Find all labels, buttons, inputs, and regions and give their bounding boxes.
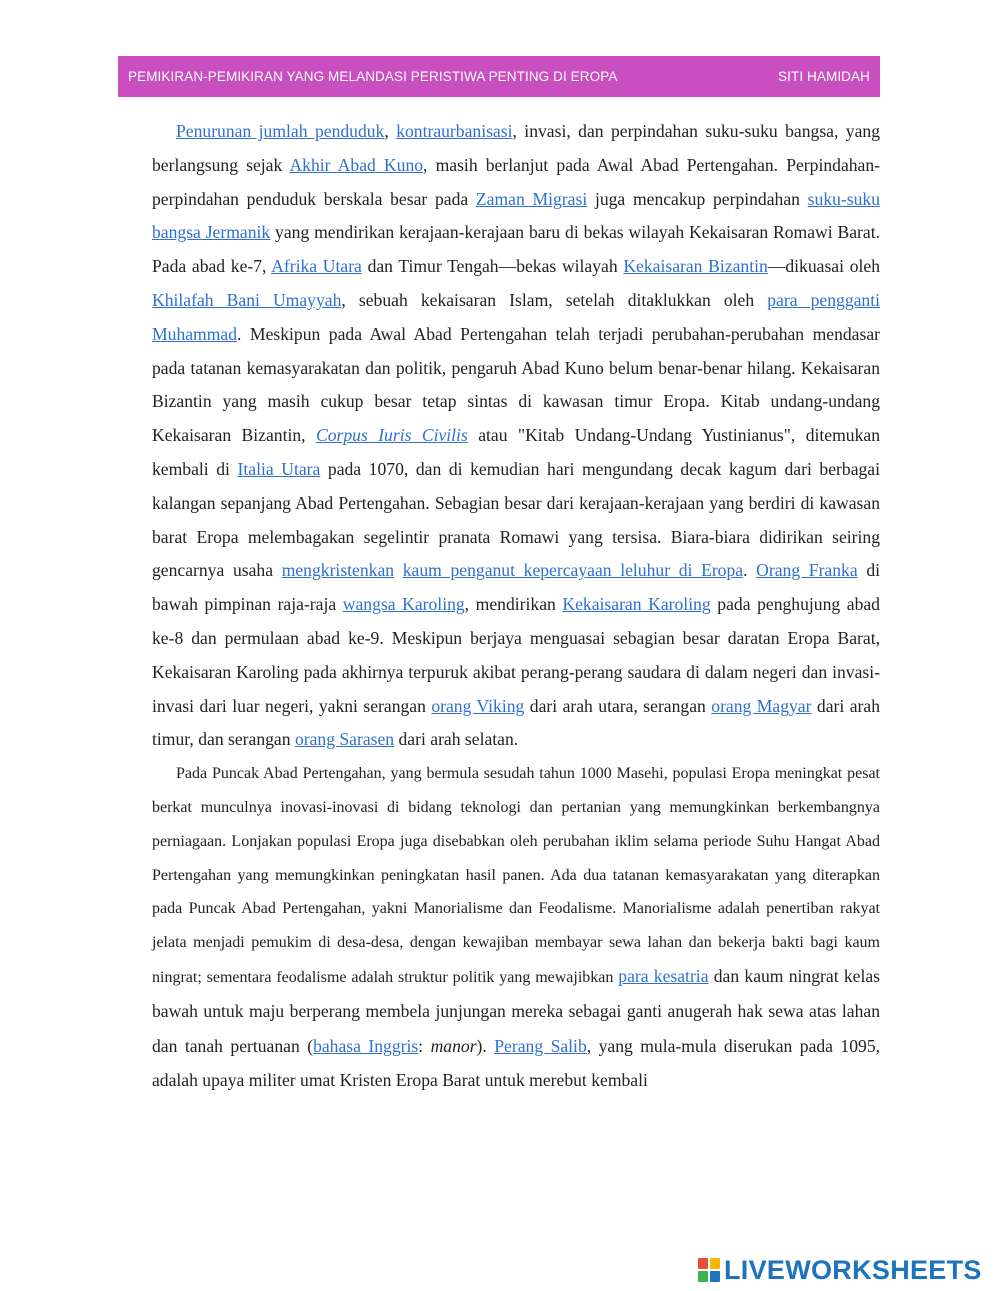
link-kekaisaran-karoling[interactable]: Kekaisaran Karoling xyxy=(562,594,711,615)
link-corpus-iuris-civilis[interactable]: Corpus Iuris Civilis xyxy=(315,425,468,446)
link-para-kesatria[interactable]: para kesatria xyxy=(618,965,709,986)
link-orang-magyar[interactable]: orang Magyar xyxy=(711,695,812,716)
link-kekaisaran-bizantin[interactable]: Kekaisaran Bizantin xyxy=(623,256,768,277)
link-suku-bangsa-jermanik[interactable]: suku-suku bangsa Jermanik xyxy=(152,188,881,243)
link-kontraurbanisasi[interactable]: kontraurbanisasi xyxy=(396,121,513,141)
page-header xyxy=(118,56,880,97)
link-orang-viking[interactable]: orang Viking xyxy=(431,695,525,716)
brand-text: LIVEWORKSHEETS xyxy=(724,1254,982,1285)
paragraph-2: Pada Puncak Abad Pertengahan, yang bermula sesudah tahun 1000 Masehi, populasi Eropa meningkat pesat berkat munculnya inovasi-inovasi di bidang teknologi dan pertanian yang memungkinkan berkembangnya perniagaan. Lonjakan populasi Eropa juga disebabkan oleh perubahan iklim selama periode Suhu Hangat Abad Pertengahan yang memungkinkan peningkatan hasil panen. Ada dua tatanan kemasyarakatan yang diterapkan pada Puncak Abad Pertengahan, yakni Manorialisme dan Feodalisme. Manorialisme adalah penertiban rakyat jelata menjadi pemukim di desa-desa, dengan kewajiban membayar sewa lahan dan bekerja bakti bagi kaum ningrat; sementara feodalisme adalah struktur politik yang mewajibkan para kesatria dan kaum ningrat kelas bawah untuk maju berperang membela junjungan mereka sebagai ganti anugerah hak sewa atas lahan dan tanah pertuanan (bahasa Inggris: manor). Perang Salib, yang mula-mula diserukan pada 1095, adalah upaya militer umat Kristen Eropa Barat untuk merebut kembali xyxy=(152,765,881,1091)
link-mengkristenkan[interactable]: mengkristenkan xyxy=(281,560,395,581)
link-afrika-utara[interactable]: Afrika Utara xyxy=(271,256,362,277)
link-wangsa-karoling[interactable]: wangsa Karoling xyxy=(342,594,465,615)
link-italia-utara[interactable]: Italia Utara xyxy=(237,458,321,479)
header-author: SITI HAMIDAH xyxy=(778,69,870,84)
header-title: PEMIKIRAN-PEMIKIRAN YANG MELANDASI PERISTIWA PENTING DI EROPA xyxy=(128,69,618,84)
link-khilafah-bani-umayyah[interactable]: Khilafah Bani Umayyah xyxy=(152,289,342,310)
link-bahasa-inggris[interactable]: bahasa Inggris xyxy=(313,1035,419,1056)
link-perang-salib[interactable]: Perang Salib xyxy=(494,1035,587,1056)
link-penurunan-jumlah-penduduk[interactable]: Penurunan jumlah penduduk xyxy=(176,121,385,141)
link-zaman-migrasi[interactable]: Zaman Migrasi xyxy=(475,188,588,209)
link-akhir-abad-kuno[interactable]: Akhir Abad Kuno xyxy=(289,154,424,175)
link-para-pengganti-muhammad[interactable]: para pengganti Muhammad xyxy=(152,289,881,344)
liveworksheets-logo-icon xyxy=(698,1258,720,1282)
term-manor: manor xyxy=(430,1035,477,1056)
link-orang-sarasen[interactable]: orang Sarasen xyxy=(294,729,395,750)
paragraph-1: Penurunan jumlah penduduk, kontraurbanisasi, invasi, dan perpindahan suku-suku bangsa, yang berlangsung sejak Akhir Abad Kuno, masih berlanjut pada Awal Abad Pertengahan. Perpindahan-perpindahan penduduk berskala besar pada Zaman Migrasi juga mencakup perpindahan suku-suku bangsa Jermanik yang mendirikan kerajaan-kerajaan baru di bekas wilayah Kekaisaran Romawi Barat. Pada abad ke-7, Afrika Utara dan Timur Tengah—bekas wilayah Kekaisaran Bizantin—dikuasai oleh Khilafah Bani Umayyah, sebuah kekaisaran Islam, setelah ditaklukkan oleh para pengganti Muhammad. Meskipun pada Awal Abad Pertengahan telah terjadi perubahan-perubahan mendasar pada tatanan kemasyarakatan dan politik, pengaruh Abad Kuno belum benar-benar hilang. Kekaisaran Bizantin yang masih cukup besar tetap sintas di kawasan timur Eropa. Kitab undang-undang Kekaisaran Bizantin, Corpus Iuris Civilis atau "Kitab Undang-Undang Yustinianus", ditemukan kembali di Italia Utara pada 1070, dan di kemudian hari mengundang decak kagum dari berbagai kalangan sepanjang Abad Pertengahan. Sebagian besar dari kerajaan-kerajaan yang berdiri di kawasan barat Eropa melembagakan segelintir pranata Romawi yang tersisa. Biara-biara didirikan seiring gencarnya usaha mengkristenkan kaum penganut kepercayaan leluhur di Eropa. Orang Franka di bawah pimpinan raja-raja wangsa Karoling, mendirikan Kekaisaran Karoling pada penghujung abad ke-8 dan permulaan abad ke-9. Meskipun berjaya menguasai sebagian besar daratan Eropa Barat, Kekaisaran Karoling pada akhirnya terpuruk akibat perang-perang saudara di dalam negeri dan invasi-invasi dari luar negeri, yakni serangan orang Viking dari arah utara, serangan orang Magyar dari arah timur, dan serangan orang Sarasen dari arah selatan. xyxy=(152,121,881,750)
link-kaum-penganut-kepercayaan[interactable]: kaum penganut kepercayaan leluhur di Eropa xyxy=(402,560,744,581)
link-orang-franka[interactable]: Orang Franka xyxy=(756,560,858,581)
article-body xyxy=(152,115,880,1099)
liveworksheets-brand[interactable] xyxy=(698,1252,982,1288)
